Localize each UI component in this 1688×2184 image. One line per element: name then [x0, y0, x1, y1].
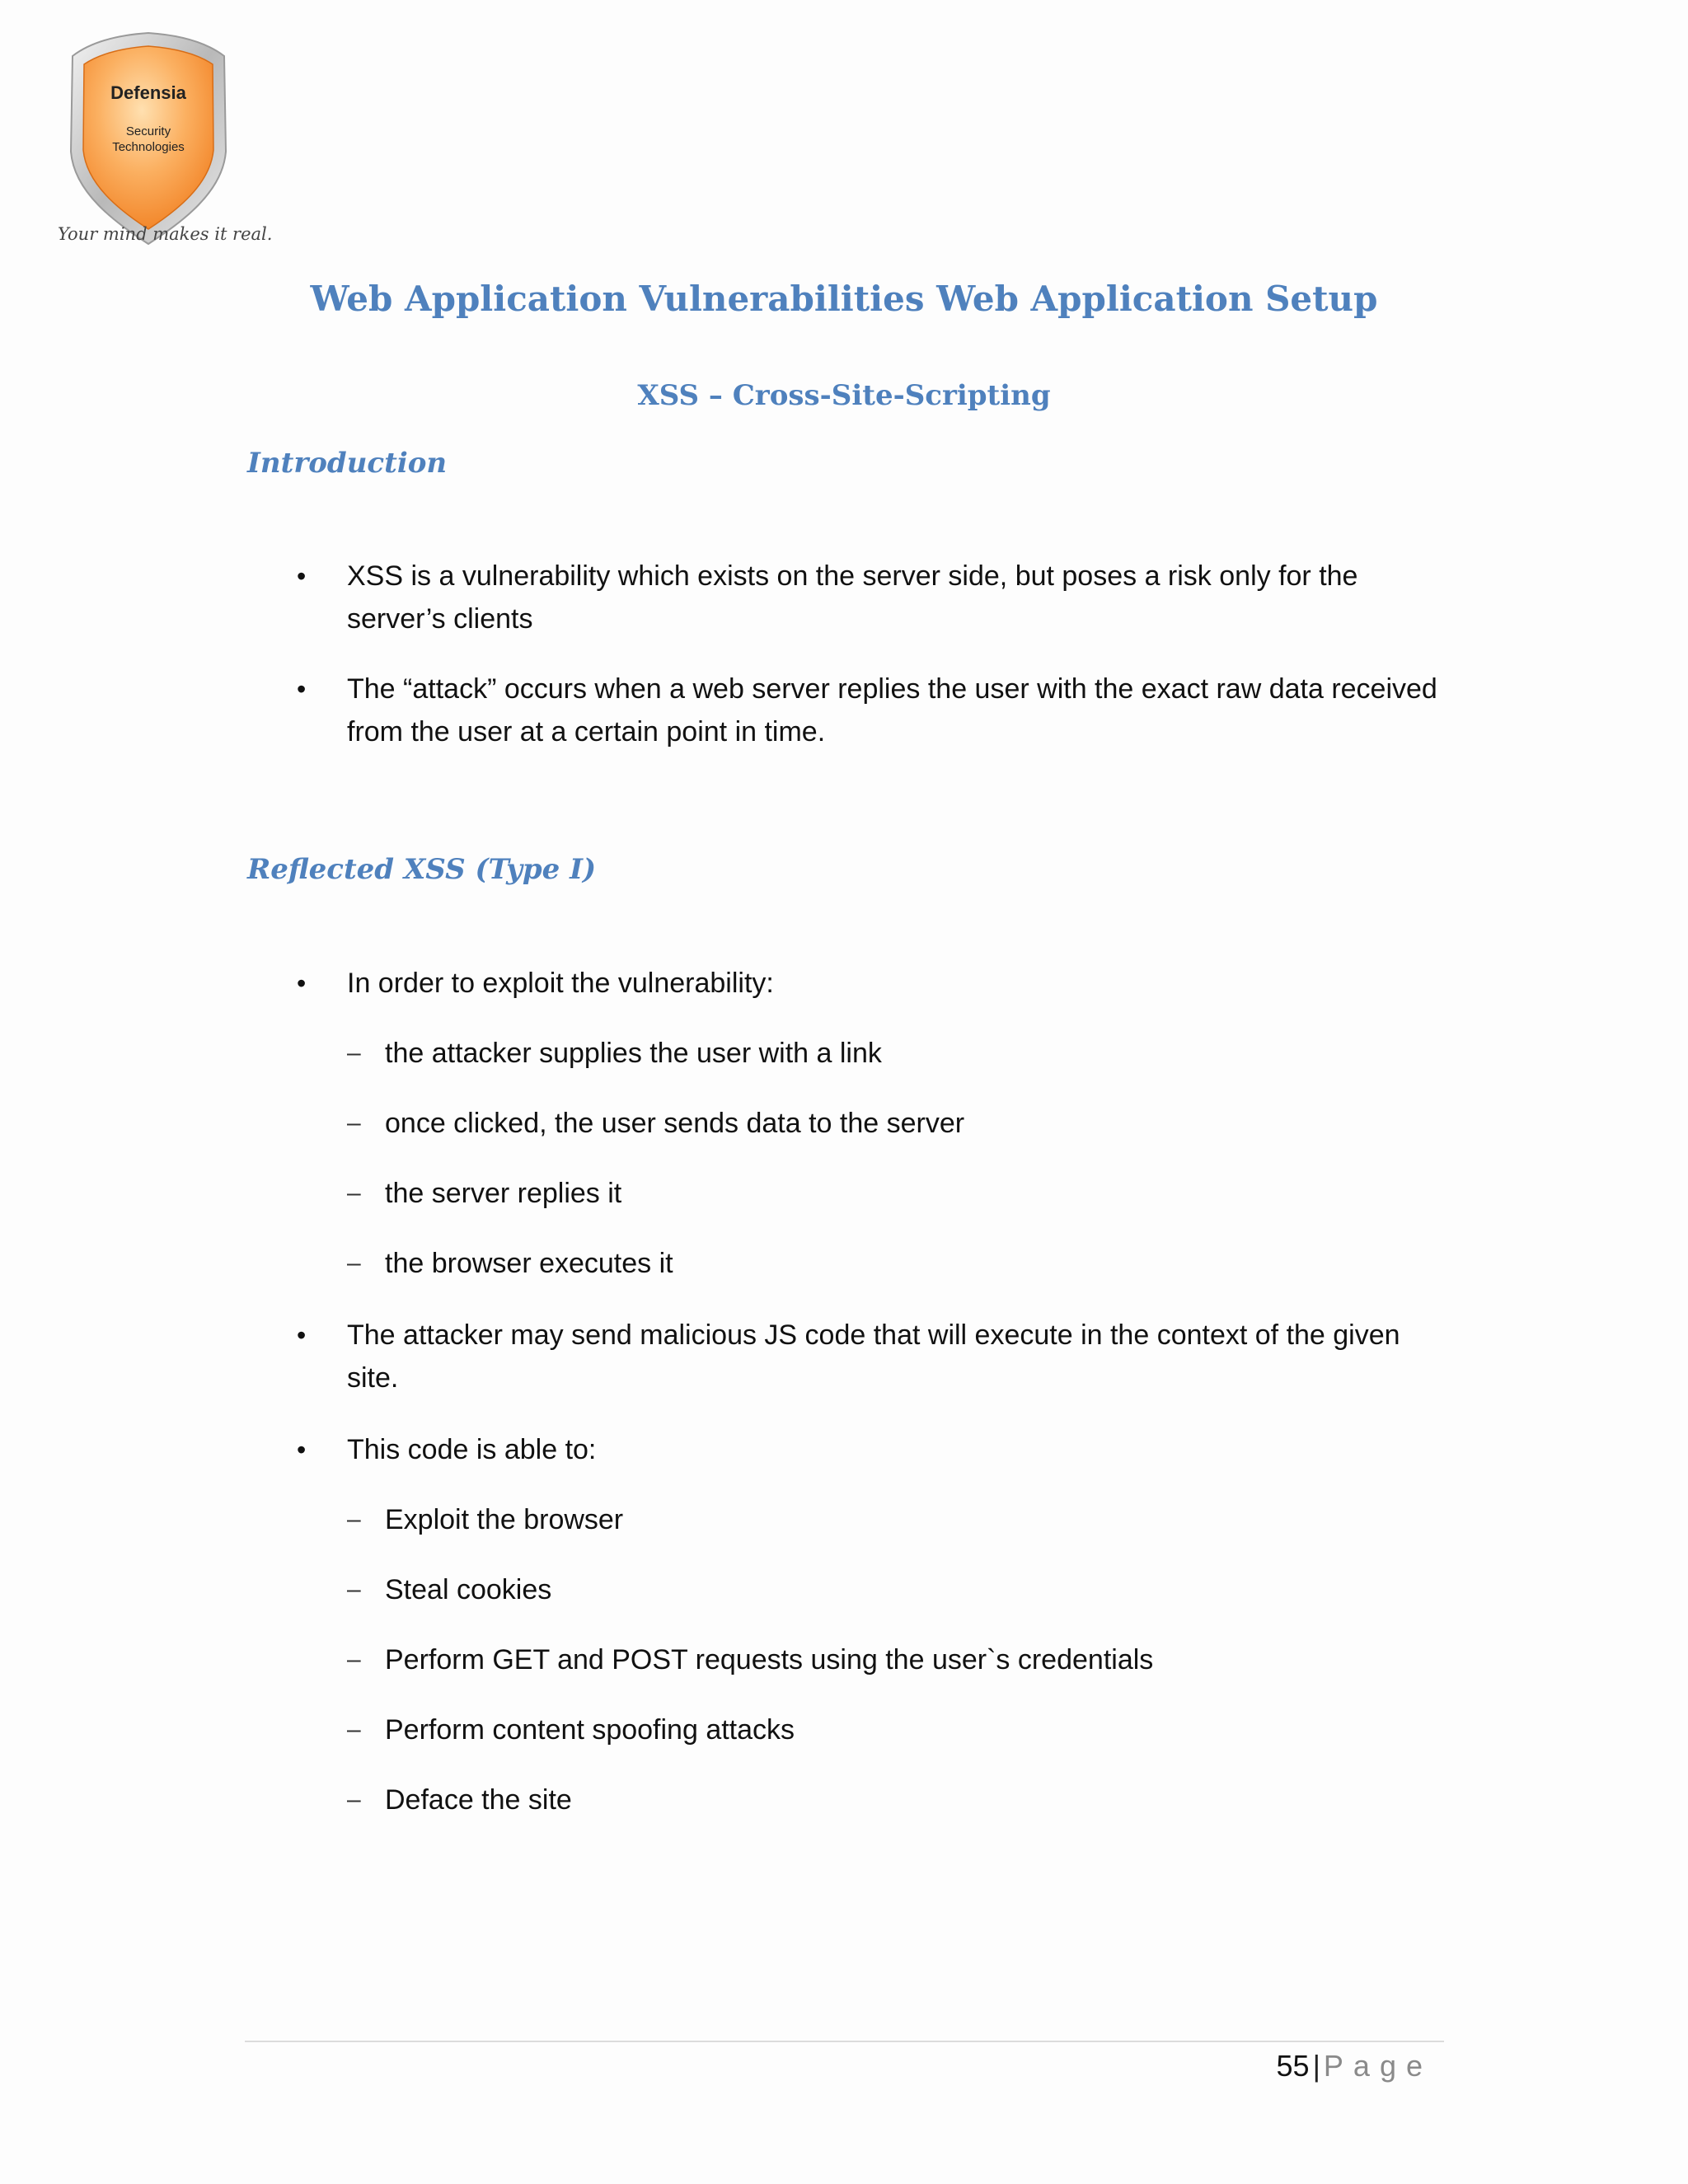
list-item-text: This code is able to: — [347, 1434, 597, 1465]
sub-list-item-text: Exploit the browser — [385, 1504, 624, 1535]
logo-tagline: Your mind makes it real. — [58, 224, 273, 244]
sub-list-item-text: the browser executes it — [385, 1248, 673, 1279]
bullet-icon: • — [297, 968, 307, 998]
sub-list-item-text: Steal cookies — [385, 1574, 552, 1605]
section-heading-reflected-xss: Reflected XSS (Type I) — [247, 853, 597, 886]
page-number: 55 — [1276, 2049, 1310, 2083]
footer-separator: | — [1312, 2049, 1320, 2083]
page-subtitle: XSS – Cross-Site-Scripting — [637, 379, 1051, 412]
sub-list-item-text: Perform GET and POST requests using the user`s credentials — [385, 1644, 1154, 1675]
section-heading-introduction: Introduction — [247, 447, 448, 480]
footer-divider — [245, 2041, 1444, 2042]
dash-icon: – — [347, 1576, 361, 1603]
list-item-text: XSS is a vulnerability which exists on the server side, but poses a risk only for the server’s clients — [347, 560, 1358, 635]
page-title: Web Application Vulnerabilities Web Application Setup — [310, 279, 1378, 319]
bullet-icon: • — [297, 1435, 307, 1465]
sub-list-item-text: the attacker supplies the user with a link — [385, 1038, 882, 1069]
logo-line2: Technologies — [112, 140, 185, 154]
sub-list-item-text: Perform content spoofing attacks — [385, 1714, 795, 1746]
dash-icon: – — [347, 1786, 361, 1813]
company-logo — [58, 28, 273, 259]
sub-list-item-text: the server replies it — [385, 1178, 622, 1209]
dash-icon: – — [347, 1249, 361, 1277]
logo-line1: Security — [125, 124, 171, 138]
list-item-text: In order to exploit the vulnerability: — [347, 968, 774, 999]
sub-list-item-text: once clicked, the user sends data to the server — [385, 1108, 965, 1139]
dash-icon: – — [347, 1646, 361, 1673]
list-item-text: The attacker may send malicious JS code that will execute in the context of the given site. — [347, 1319, 1400, 1394]
bullet-icon: • — [297, 674, 307, 704]
dash-icon: – — [347, 1506, 361, 1533]
dash-icon: – — [347, 1716, 361, 1743]
page-footer — [1277, 2046, 1432, 2086]
list-item-text: The “attack” occurs when a web server replies the user with the exact raw data received from the user at a certain point in time. — [347, 673, 1437, 748]
bullet-icon: • — [297, 561, 307, 591]
dash-icon: – — [347, 1179, 361, 1207]
page-label: Page — [1323, 2049, 1432, 2083]
dash-icon: – — [347, 1039, 361, 1066]
logo-brand: Defensia — [110, 82, 186, 103]
dash-icon: – — [347, 1109, 361, 1137]
sub-list-item-text: Deface the site — [385, 1784, 572, 1816]
bullet-icon: • — [297, 1320, 307, 1350]
